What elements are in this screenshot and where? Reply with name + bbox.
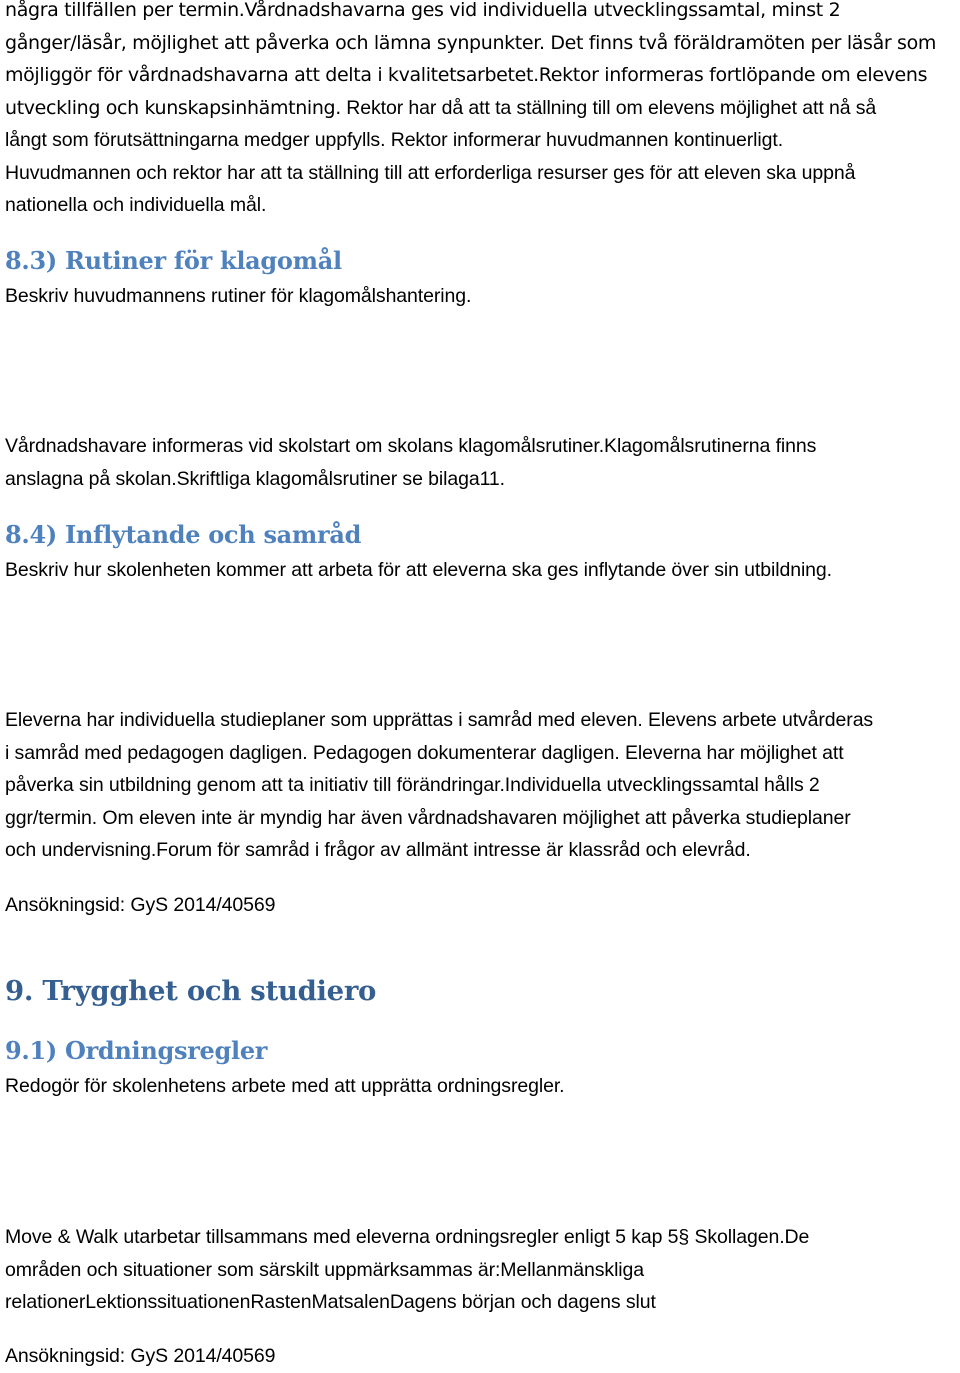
answer-line: anslagna på skolan.Skriftliga klagomålsrutiner se bilaga11.	[5, 467, 505, 490]
section-9-1-heading: 9.1) Ordningsregler	[5, 1036, 268, 1065]
intro-mixed-line	[5, 92, 955, 125]
section-8-3-answer	[5, 430, 955, 495]
application-id: Ansökningsid: GyS 2014/40569	[5, 894, 276, 916]
intro-continuation-line: Huvudmannen och rektor har att ta ställning till att erforderliga resurser ges för att eleven ska uppnå	[5, 161, 856, 184]
section-9-1-answer	[5, 1221, 955, 1319]
answer-line: områden och situationer som särskilt uppmärksammas är:Mellanmänskliga	[5, 1258, 645, 1281]
answer-line: ggr/termin. Om eleven inte är myndig har även vårdnadshavaren möjlighet att påverka studieplaner	[5, 806, 851, 829]
intro-line: gånger/läsår, möjlighet att påverka och lämna synpunkter. Det finns två föräldramöten per läsår som	[5, 31, 937, 54]
intro-paragraph	[5, 0, 955, 222]
application-id: Ansökningsid: GyS 2014/40569	[5, 1345, 276, 1367]
section-9-1-prompt: Redogör för skolenhetens arbete med att upprätta ordningsregler.	[5, 1075, 565, 1097]
intro-line: några tillfällen per termin.Vårdnadshavarna ges vid individuella utvecklingssamtal, minst 2	[5, 0, 841, 21]
answer-line: Eleverna har individuella studieplaner som upprättas i samråd med eleven. Elevens arbete utvårderas	[5, 709, 874, 731]
answer-line: i samråd med pedagogen dagligen. Pedagogen dokumenterar dagligen. Eleverna har möjlighet att	[5, 741, 844, 764]
section-8-4-answer	[5, 704, 955, 867]
answer-line: och undervisning.Forum för samråd i frågor av allmänt intresse är klassråd och elevråd.	[5, 839, 751, 861]
intro-continuation: Rektor har då att ta ställning till om elevens möjlighet att nå så	[340, 96, 877, 119]
answer-line: Vårdnadshavare informeras vid skolstart om skolans klagomålsrutiner.Klagomålsrutinerna finns	[5, 435, 817, 457]
section-8-4-prompt: Beskriv hur skolenheten kommer att arbeta för att eleverna ska ges inflytande över sin utbildning.	[5, 559, 832, 581]
answer-line: påverka sin utbildning genom att ta initiativ till förändringar.Individuella utvecklingssamtal hålls 2	[5, 774, 820, 796]
section-9-heading: 9. Trygghet och studiero	[5, 975, 377, 1007]
intro-continuation-line: långt som förutsättningarna medger uppfylls. Rektor informerar huvudmannen kontinuerligt.	[5, 129, 784, 151]
intro-line: utveckling och kunskapsinhämtning.	[5, 96, 341, 119]
answer-line: Move & Walk utarbetar tillsammans med eleverna ordningsregler enligt 5 kap 5§ Skollagen.De	[5, 1226, 810, 1248]
intro-line: möjliggör för vårdnadshavarna att delta i kvalitetsarbetet.Rektor informeras fortlöpande om elevens	[5, 64, 928, 86]
section-8-3-prompt: Beskriv huvudmannens rutiner för klagomålshantering.	[5, 285, 472, 307]
section-8-4-heading: 8.4) Inflytande och samråd	[5, 520, 362, 549]
section-8-3-heading: 8.3) Rutiner för klagomål	[5, 246, 342, 275]
intro-continuation-line: nationella och individuella mål.	[5, 194, 267, 216]
answer-line: relationerLektionssituationenRastenMatsalenDagens början och dagens slut	[5, 1291, 656, 1313]
